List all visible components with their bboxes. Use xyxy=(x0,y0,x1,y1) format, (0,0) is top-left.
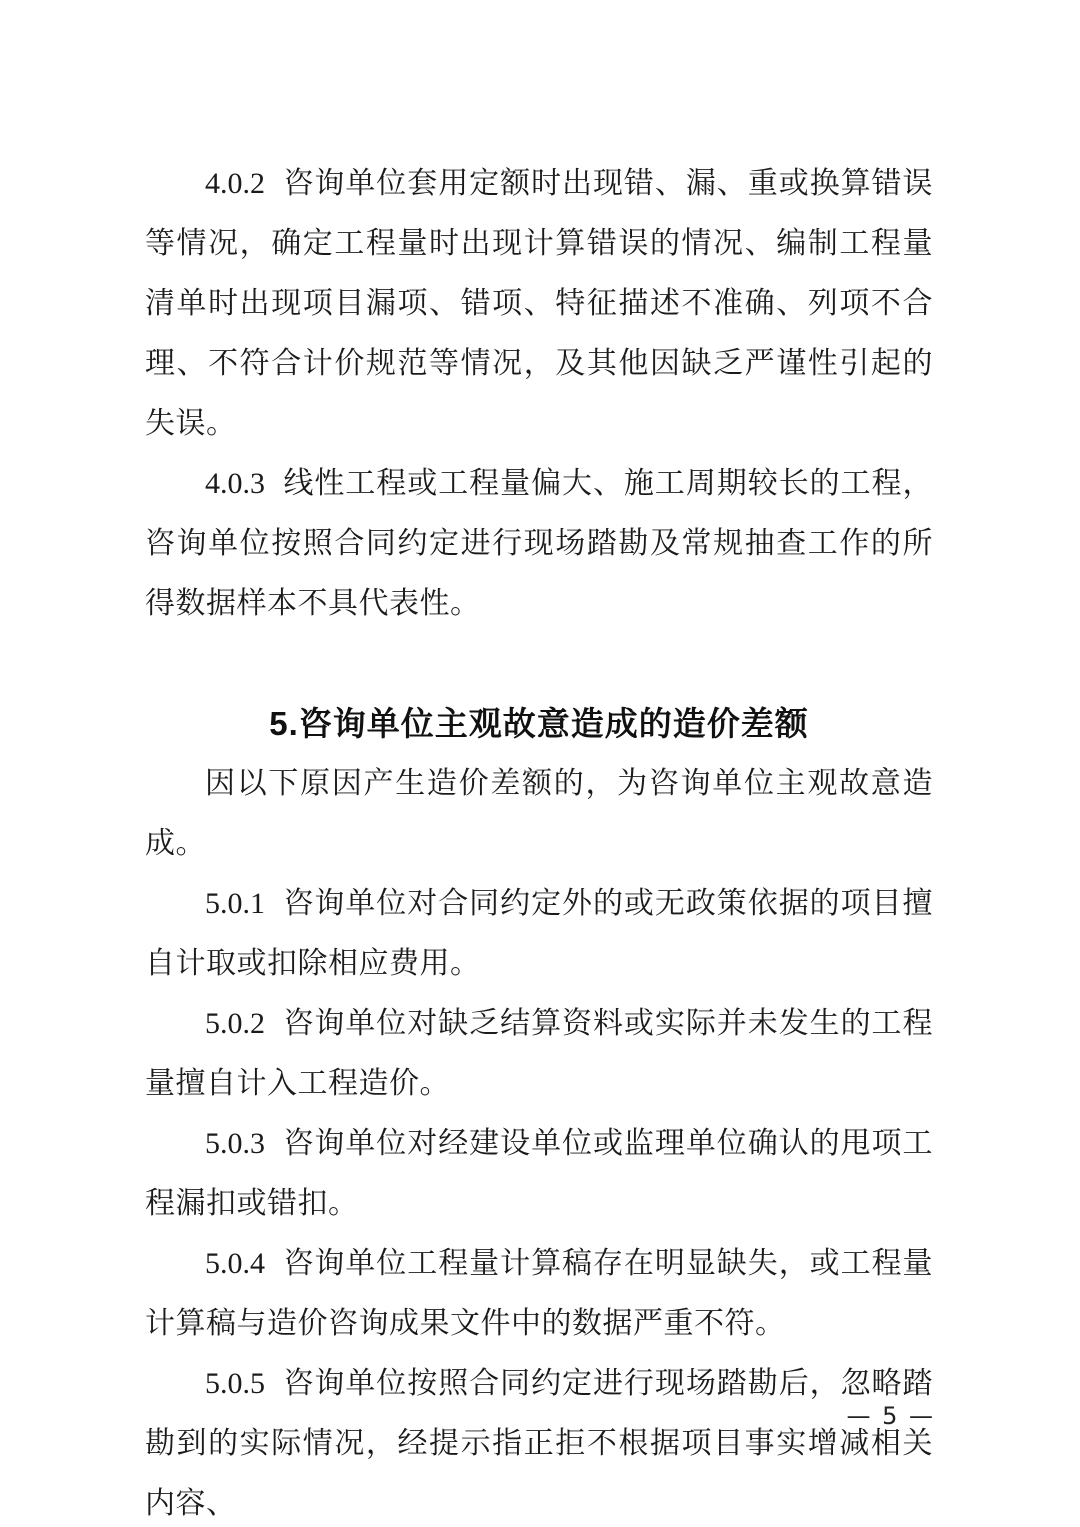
clause-paragraph-5-0-4 xyxy=(145,1234,933,1354)
page-number: — 5 — xyxy=(846,1402,935,1430)
clause-text: 咨询单位工程量计算稿存在明显缺失，或工程量计算稿与造价咨询成果文件中的数据严重不符。 xyxy=(145,1247,933,1340)
clause-paragraph-4-0-2 xyxy=(145,154,933,454)
section-heading: 5.咨询单位主观故意造成的造价差额 xyxy=(269,705,809,742)
clause-paragraph-5-0-1 xyxy=(145,874,933,994)
clause-number: 5.0.3 xyxy=(205,1127,265,1160)
document-content xyxy=(145,154,933,1527)
clause-paragraph-5-0-3 xyxy=(145,1114,933,1234)
clause-text: 咨询单位按照合同约定进行现场踏勘后，忽略踏勘到的实际情况，经提示指正拒不根据项目事实增减相关内容、 xyxy=(145,1367,933,1520)
clause-number: 5.0.4 xyxy=(205,1247,265,1280)
clause-paragraph-5-0-5 xyxy=(145,1354,933,1527)
clause-number: 5.0.5 xyxy=(205,1367,265,1400)
clause-text: 咨询单位套用定额时出现错、漏、重或换算错误等情况，确定工程量时出现计算错误的情况、编制工程量清单时出现项目漏项、错项、特征描述不准确、列项不合理、不符合计价规范等情况，及其他因缺乏严谨性引起的失误。 xyxy=(145,167,933,440)
clause-paragraph-5-0-2 xyxy=(145,994,933,1114)
clause-text: 线性工程或工程量偏大、施工周期较长的工程，咨询单位按照合同约定进行现场踏勘及常规抽查工作的所得数据样本不具代表性。 xyxy=(145,467,933,620)
clause-paragraph-4-0-3 xyxy=(145,454,933,634)
clause-number: 5.0.1 xyxy=(205,887,265,920)
clause-text: 咨询单位对缺乏结算资料或实际并未发生的工程量擅自计入工程造价。 xyxy=(145,1007,933,1100)
clause-number: 4.0.2 xyxy=(205,167,265,200)
section-intro: 因以下原因产生造价差额的，为咨询单位主观故意造成。 xyxy=(145,767,933,860)
clause-text: 咨询单位对合同约定外的或无政策依据的项目擅自计取或扣除相应费用。 xyxy=(145,887,933,980)
clause-number: 5.0.2 xyxy=(205,1007,265,1040)
clause-text: 咨询单位对经建设单位或监理单位确认的甩项工程漏扣或错扣。 xyxy=(145,1127,933,1220)
clause-number: 4.0.3 xyxy=(205,467,265,500)
